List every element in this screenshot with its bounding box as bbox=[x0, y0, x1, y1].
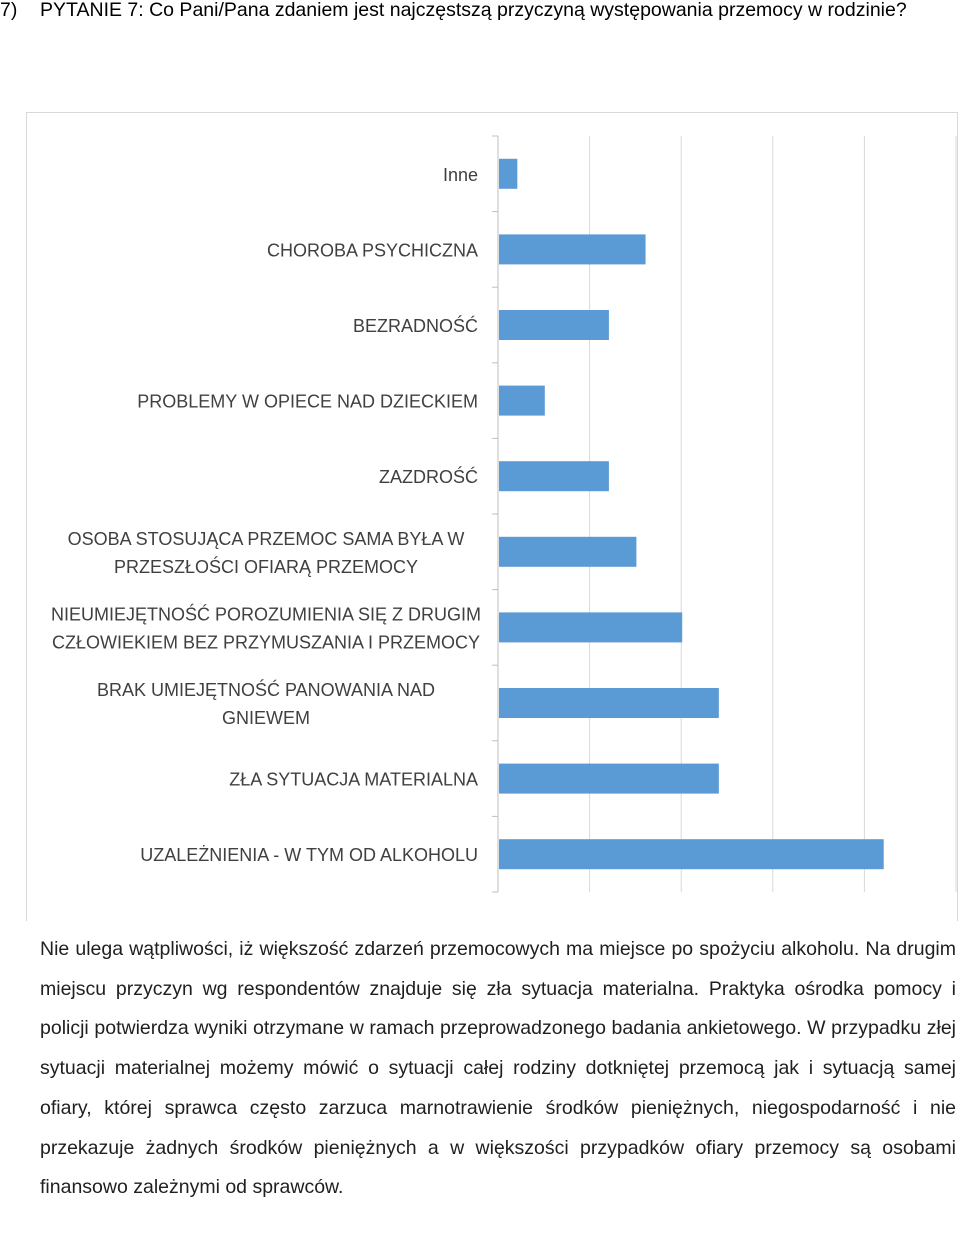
category-label: GNIEWEM bbox=[222, 708, 310, 728]
category-label: BRAK UMIEJĘTNOŚĆ PANOWANIA NAD bbox=[96, 680, 436, 700]
category-label: Inne bbox=[442, 164, 478, 185]
question-text: PYTANIE 7: Co Pani/Pana zdaniem jest najczęstszą przyczyną występowania przemocy w rodzinie? bbox=[40, 0, 907, 21]
category-label: BEZRADNOŚĆ bbox=[352, 316, 478, 336]
category-label: PRZESZŁOŚCI OFIARĄ PRZEMOCY bbox=[113, 556, 419, 577]
category-label: ZAZDROŚĆ bbox=[379, 467, 478, 488]
category-label: NIEUMIEJĘTNOŚĆ POROZUMIENIA SIĘ Z DRUGIM bbox=[50, 604, 482, 625]
chart bbox=[26, 112, 958, 922]
question-number: 7) bbox=[0, 0, 18, 21]
category-label: OSOBA STOSUJĄCA PRZEMOC SAMA BYŁA W bbox=[67, 528, 465, 549]
category-label: CZŁOWIEKIEM BEZ PRZYMUSZANIA I PRZEMOCY bbox=[51, 632, 481, 653]
category-label: PROBLEMY W OPIECE NAD DZIECKIEM bbox=[137, 391, 478, 412]
category-label: UZALEŻNIENIA - W TYM OD ALKOHOLU bbox=[140, 845, 478, 866]
category-label: CHOROBA PSYCHICZNA bbox=[266, 240, 478, 261]
chart-frame bbox=[26, 112, 958, 921]
category-label: ZŁA SYTUACJA MATERIALNA bbox=[229, 769, 478, 790]
body-paragraph: Nie ulega wątpliwości, iż większość zdarzeń przemocowych ma miejsce po spożyciu alkoholu. Na drugim miejscu przyczyn wg respondentów znajduje się zła sytuacja materialna. Praktyka ośrodka pomocy i policji potwierdza wyniki otrzymane w ramach przeprowadzonego badania ankietowego. W przypadku złej sytuacji materialnej możemy mówić o sytuacji całej rodziny dotkniętej przemocą jak i sytuacją samej ofiary, której sprawca często zarzuca marnotrawienie środków pieniężnych, niegospodarność i nie przekazuje żadnych środków pieniężnych a w większości przypadków ofiary przemocy są osobami finansowo zależnymi od sprawców. bbox=[40, 938, 956, 1199]
